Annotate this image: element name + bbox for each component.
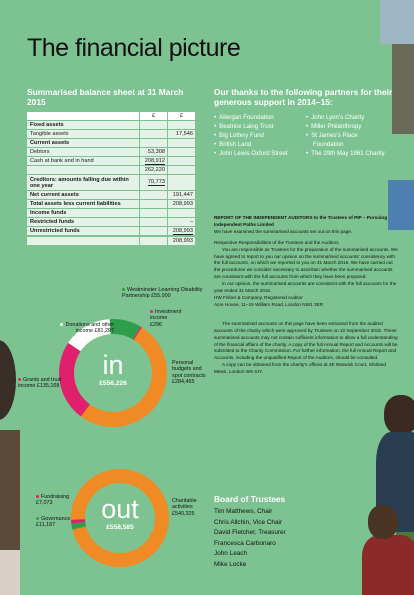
table-row [27,139,195,147]
callout-value: £296 [150,321,162,328]
row-value [167,157,195,165]
row-value [139,139,167,147]
opinion-text: In our opinion, the summarised accounts are consistent with the full accounts for the year ended 31 March 2015. [214,281,397,294]
callout-value: £81,297 [94,328,114,335]
expenditure-donut-chart [70,468,170,568]
partner-item: • Beatrice Laing Trust [214,122,306,131]
row-value [167,166,195,174]
callout-label: Westminster Learning Disability Partnership [122,287,203,300]
board-member: Mike Locke [214,560,247,568]
responsibilities-text: You are responsible as Trustees for the preparation of the summarised accounts. We have agreed to report to you our opinion on the summarised accounts' consistency with the full accounts, on which we reported to you on 31 March 2015. We have carried out the procedures we consider necessary to ascertain whether the summarised accounts are consistent with the full accounts from which they have been prepared. [214,246,398,280]
row-value: 208,993 [167,227,195,235]
legend-dot [60,323,63,326]
copy-note: A copy can be obtained from the charity's offices at 4E Warwick Court, Shirland Mews, London W9 3JY. [214,362,386,375]
callout-label: Donations and other income [65,322,114,335]
board-member: Francesca Carbonaro [214,539,276,547]
table-row [27,227,195,235]
callout-label: Governance [41,516,71,522]
legend-dot [36,495,39,498]
row-value: 17,546 [167,130,195,138]
partner-item: • Big Lottery Fund [214,131,306,140]
partner-item: • The 29th May 1961 Charity [306,149,404,158]
report-intro: We have examined the summarised accounts set out on this page. [214,228,353,234]
row-label: Tangible assets [30,131,69,137]
row-value [139,130,167,138]
table-row [27,209,195,217]
left-photo [0,300,22,595]
callout-grants [18,377,66,390]
table-row [27,157,195,165]
expenditure-total: £558,585 [106,524,134,531]
callout-value: £55,000 [151,293,171,300]
report-heading: REPORT OF THE INDEPENDENT AUDITORS to the Trustees of PIP – Pursuing Independent Paths Limited [214,215,388,227]
table-row [27,166,195,174]
table-row [27,175,195,190]
row-value: – [167,218,195,226]
row-label: Restricted funds [30,219,75,225]
partner-item: • British Land [214,140,306,149]
partners-column-a [214,113,306,158]
partner-item: • John Lewis Oxford Street [214,149,306,158]
auditor-name: HW Fisher & Company, Registered Auditor [214,294,303,300]
callout-value: £11,187 [36,522,56,529]
row-label: Net current assets [30,192,79,198]
row-value [167,148,195,156]
row-value [139,237,167,245]
row-value [139,191,167,199]
table-row [27,121,195,129]
row-value [167,139,195,147]
callout-label: Investment income [150,309,182,322]
row-label: Current assets [30,140,70,146]
partners-list [214,113,404,158]
row-value [139,209,167,217]
row-value: 262,220 [139,166,167,174]
row-value [139,121,167,129]
income-center-word: in [102,350,124,380]
callout-westminster [122,287,212,300]
row-label: Unrestricted funds [30,228,80,234]
row-label: Cash at bank and in hand [30,158,94,164]
board-title: Board of Trustees [214,494,286,504]
balance-sheet-table [27,112,195,246]
table-row [27,130,195,138]
column-header: £ [167,112,195,120]
row-value [139,227,167,235]
partners-column-b [306,113,404,158]
balance-sheet-title: Summarised balance sheet at 31 March 2015 [27,87,184,107]
row-value [167,209,195,217]
legend-dot [18,378,21,381]
expenditure-center-word: out [101,494,139,524]
callout-personal-budgets [172,360,210,386]
table-header-row [27,112,195,120]
partner-item: • St James's Place [306,131,404,140]
callout-label: Charitable activities [172,498,197,511]
legend-dot [122,288,125,291]
column-header: £ [139,112,167,120]
row-value [167,121,195,129]
callout-value: £135,168 [36,383,60,390]
table-row [27,148,195,156]
partner-item: • John Lyon's Charity [306,113,404,122]
auditors-report [214,215,400,376]
callout-value: £284,465 [172,379,195,386]
table-row [27,237,195,245]
callout-label: Personal budgets and spot contracts [172,360,206,379]
income-total: £556,226 [99,380,127,387]
partner-item: • Miller Philanthropy [306,122,404,131]
board-member: Tim Matthews, Chair [214,508,273,515]
legend-dot [36,517,39,520]
summary-note: The summarised accounts on this page have been extracted from the audited accounts of the charity which were approved by Trustees on 10 September 2015. These summarised accounts may not contain sufficient information to allow a full understanding of the financial affairs of the charity. A copy of the full Annual Report and Accounts will be submitted to the Charity Commission. For further information, the full Annual Report and Accounts, including the unqualified Report of the Auditors, should be consulted. [214,320,398,361]
callout-fundraising [36,494,72,507]
row-value: 208,993 [167,237,195,245]
row-value: 53,308 [139,148,167,156]
page-title: The financial picture [27,34,241,62]
table-row [27,200,195,208]
callout-charitable [172,498,210,517]
board-member: John Leach [214,550,248,558]
row-value: 208,912 [139,157,167,165]
row-value: 208,993 [167,200,195,208]
callout-value: £7,073 [36,500,53,507]
board-list [214,507,286,571]
callout-label: Fundraising [41,494,70,500]
thanks-title: Our thanks to the following partners for their generous support in 2014–15: [214,87,393,107]
row-label: Total assets less current liabilities [30,201,121,207]
callout-donations [50,322,114,335]
legend-dot [150,310,153,313]
row-label: Debtors [30,149,50,155]
callout-label: Grants and trust income [18,377,62,390]
callout-governance [36,516,72,529]
board-member: David Fletcher, Treasurer [214,529,286,537]
row-value [139,218,167,226]
table-row [27,218,195,226]
row-value: 70,773 [139,175,167,190]
board-member: Chris Allchin, Vice Chair [214,518,283,526]
callout-value: £540,325 [172,510,195,517]
row-value: 191,447 [167,191,195,199]
auditor-address: Acre House, 11–15 William Road, London NW1 3ER [214,301,324,307]
row-value [139,200,167,208]
row-label: Creditors: amounts falling due within one year [30,176,129,189]
partner-item: • Allergan Foundation [214,113,306,122]
row-label: Income funds [30,210,67,216]
partner-item: Foundation [313,141,344,149]
table-row [27,191,195,199]
callout-investment [150,309,200,328]
responsibilities-title: Respective Responsibilities of the Trustees and the Auditors [214,239,339,245]
row-label: Fixed assets [30,122,64,128]
row-value [167,175,195,190]
